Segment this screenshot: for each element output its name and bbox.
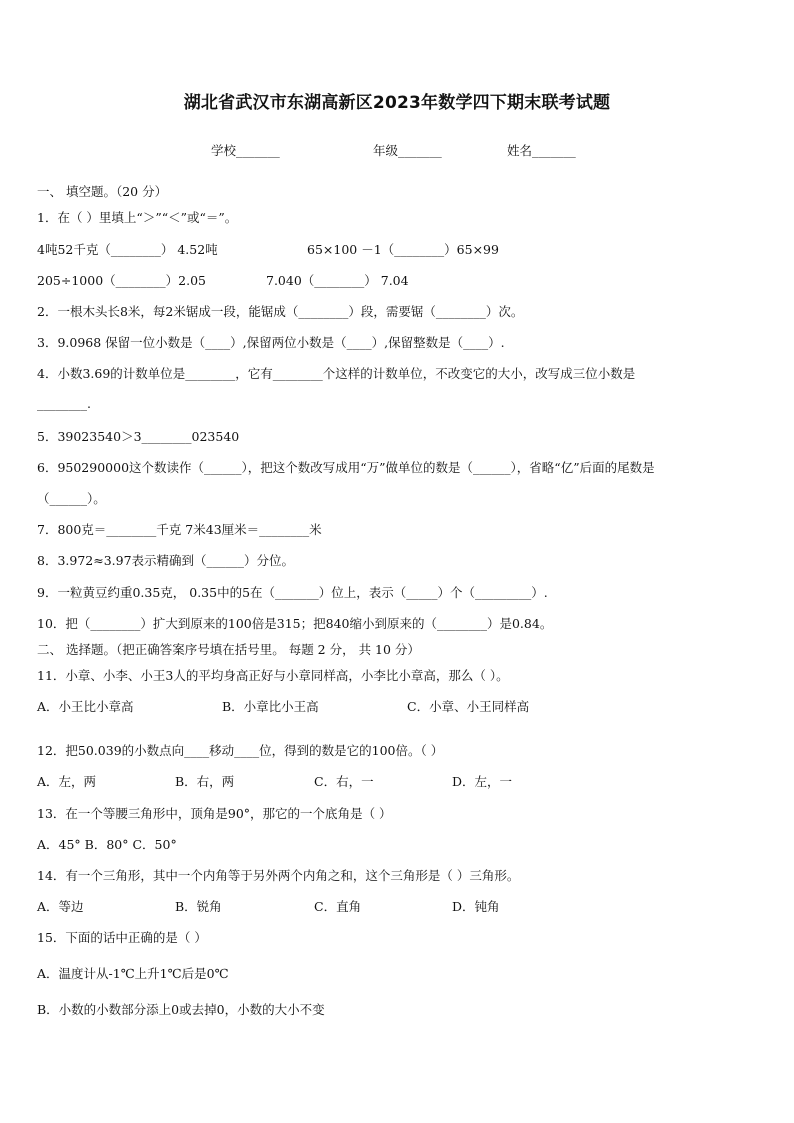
question-13: 13．在一个等腰三角形中，顶角是90°，那它的一个底角是（ ） <box>37 806 392 821</box>
question-15-option-b: B．小数的小数部分添上0或去掉0，小数的大小不变 <box>37 1002 325 1017</box>
question-2: 2．一根木头长8米，每2米锯成一段，能锯成（________）段，需要锯（________）次。 <box>37 304 524 319</box>
question-1-item-b: 65×100 －1（________）65×99 <box>307 242 499 257</box>
question-11-option-b: B．小章比小王高 <box>222 699 319 714</box>
question-3: 3．9.0968 保留一位小数是（____）,保留两位小数是（____）,保留整数是（____）. <box>37 335 505 350</box>
question-14-option-b: B．锐角 <box>175 899 222 914</box>
question-4: 4．小数3.69的计数单位是________，它有________个这样的计数单位，不改变它的大小，改写成三位小数是 <box>37 366 636 381</box>
question-14-option-d: D．钝角 <box>452 899 500 914</box>
question-1: 1．在（ ）里填上“＞”“＜”或“＝”。 <box>37 210 238 225</box>
question-14: 14．有一个三角形，其中一个内角等于另外两个内角之和，这个三角形是（ ）三角形。 <box>37 868 520 883</box>
question-14-option-a: A．等边 <box>37 899 84 914</box>
question-12-option-a: A．左，两 <box>37 774 97 789</box>
question-6-continued: （______）。 <box>37 491 106 506</box>
question-9: 9．一粒黄豆约重0.35克， 0.35中的5在（_______）位上，表示（_____）个（_________）. <box>37 585 548 600</box>
question-11: 11．小章、小李、小王3人的平均身高正好与小章同样高，小李比小章高，那么（ ）。 <box>37 668 509 683</box>
question-12-option-b: B．右，两 <box>175 774 235 789</box>
question-12-option-c: C．右，一 <box>314 774 374 789</box>
question-5: 5．39023540＞3________023540 <box>37 429 240 444</box>
question-10: 10．把（________）扩大到原来的100倍是315；把840缩小到原来的（________）是0.84。 <box>37 616 553 631</box>
question-15-option-a: A．温度计从-1℃上升1℃后是0℃ <box>37 966 229 981</box>
question-6: 6．950290000这个数读作（______），把这个数改写成用“万”做单位的数是（______），省略“亿”后面的尾数是 <box>37 460 655 475</box>
question-1-item-c: 205÷1000（________）2.05 <box>37 273 206 288</box>
question-4-continued: ________. <box>37 396 91 411</box>
name-field: 姓名_______ <box>507 143 576 158</box>
question-11-option-a: A．小王比小章高 <box>37 699 134 714</box>
question-8: 8．3.972≈3.97表示精确到（______）分位。 <box>37 553 295 568</box>
question-12-option-d: D．左，一 <box>452 774 513 789</box>
question-7: 7．800克＝________千克 7米43厘米＝________米 <box>37 522 322 537</box>
section-choice-heading: 二、 选择题。（把正确答案序号填在括号里。 每题 2 分， 共 10 分） <box>37 642 420 657</box>
exam-title: 湖北省武汉市东湖高新区2023年数学四下期末联考试题 <box>183 93 611 113</box>
question-12: 12．把50.039的小数点向____移动____位，得到的数是它的100倍。（ ） <box>37 743 444 758</box>
question-14-option-c: C．直角 <box>314 899 362 914</box>
question-1-item-a: 4吨52千克（________） 4.52吨 <box>37 242 218 257</box>
question-15: 15．下面的话中正确的是（ ） <box>37 930 207 945</box>
section-fill-in-heading: 一、 填空题。（20 分） <box>37 184 168 199</box>
question-1-item-d: 7.040（________） 7.04 <box>266 273 409 288</box>
school-field: 学校_______ <box>211 143 280 158</box>
grade-field: 年级_______ <box>373 143 442 158</box>
question-11-option-c: C．小章、小王同样高 <box>407 699 530 714</box>
question-13-options: A．45° B．80° C．50° <box>37 837 177 852</box>
